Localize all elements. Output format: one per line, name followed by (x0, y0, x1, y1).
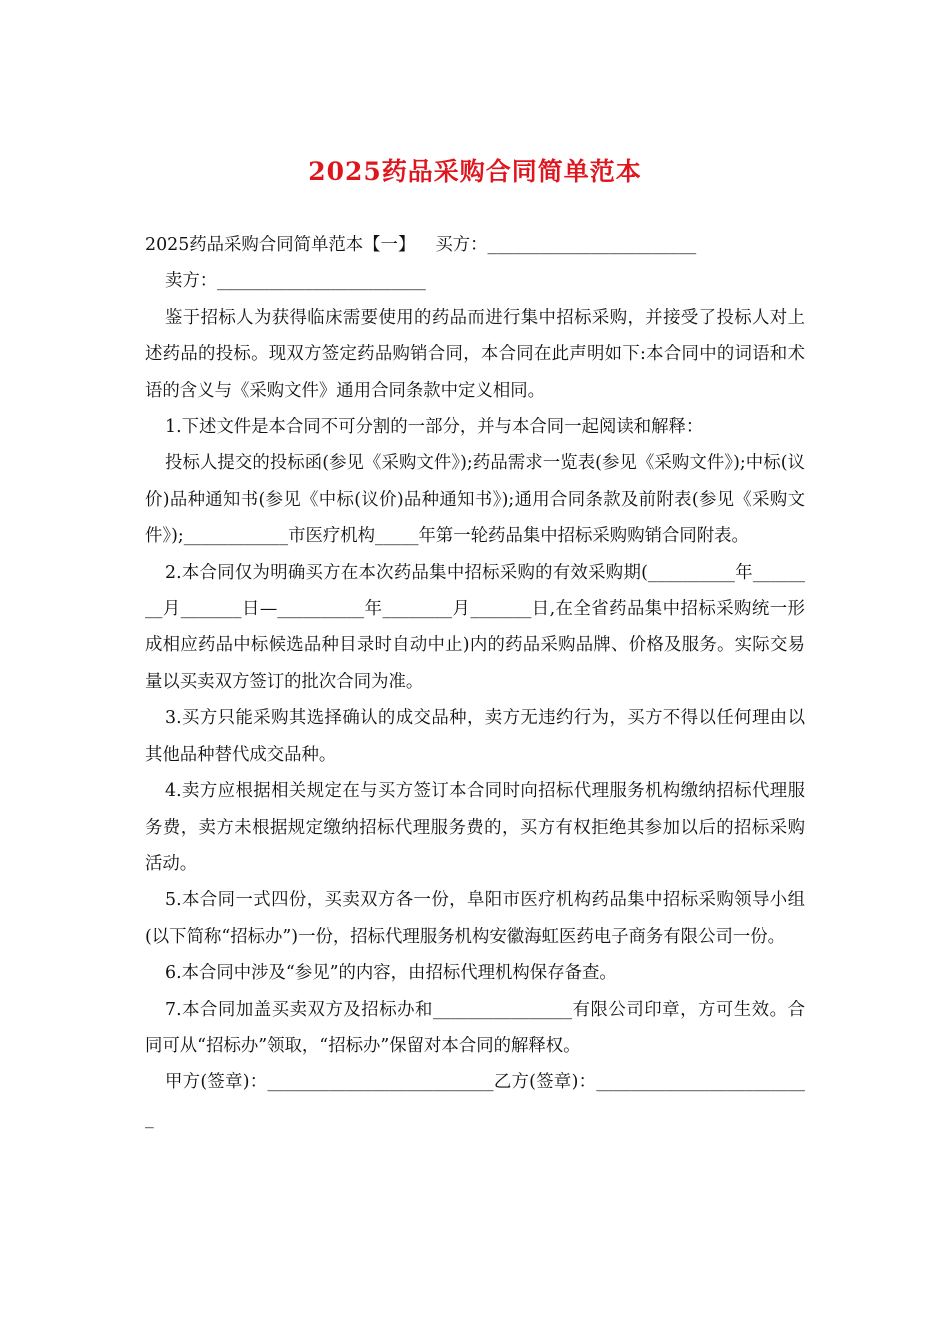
contract-header-line (145, 227, 805, 263)
clause-6: 6.本合同中涉及“参见”的内容，由招标代理机构保存备查。 (165, 963, 617, 984)
clause-1-documents: 投标人提交的投标函(参见《采购文件》);药品需求一览表(参见《采购文件》);中标(议价)品种通知书(参见《中标(议价)品种通知书》);通用合同条款及前附表(参见《采购文件》);____________市医疗机构_____年第一轮药品集中招标采购购销合同附表。 (145, 453, 805, 547)
document-body (145, 227, 805, 1137)
signature-line: 甲方(签章)：__________________________乙方(签章)：_________________________ (145, 1072, 805, 1129)
contract-heading: 2025药品采购合同简单范本【一】 (145, 235, 416, 255)
clause-7: 7.本合同加盖买卖双方及招标办和________________有限公司印章，方可生效。合同可从“招标办”领取，“招标办”保留对本合同的解释权。 (145, 999, 805, 1056)
document-title: 2025药品采购合同简单范本 (308, 157, 642, 186)
paragraph-preamble: 鉴于招标人为获得临床需要使用的药品而进行集中招标采购，并接受了投标人对上述药品的投标。现双方签定药品购销合同，本合同在此声明如下:本合同中的词语和术语的含义与《采购文件》通用合同条款中定义相同。 (145, 307, 805, 401)
clause-4: 4.卖方应根据相关规定在与买方签订本合同时向招标代理服务机构缴纳招标代理服务费，卖方未根据规定缴纳招标代理服务费的，买方有权拒绝其参加以后的招标采购活动。 (145, 781, 805, 874)
clause-1: 1.下述文件是本合同不可分割的一部分，并与本合同一起阅读和解释： (165, 417, 704, 438)
clause-5: 5.本合同一式四份，买卖双方各一份，阜阳市医疗机构药品集中招标采购领导小组(以下简称“招标办”)一份，招标代理服务机构安徽海虹医药电子商务有限公司一份。 (145, 890, 805, 947)
clause-3: 3.买方只能采购其选择确认的成交品种，卖方无违约行为，买方不得以任何理由以其他品种替代成交品种。 (145, 708, 805, 765)
buyer-field: 买方：________________________ (435, 235, 697, 255)
seller-field: 卖方：________________________ (165, 271, 426, 292)
clause-2: 2.本合同仅为明确买方在本次药品集中招标采购的有效采购期(__________年________月_______日—__________年________月_______日,在全省药品集中招标采购统一形成相应药品中标候选品种目录时自动中止)内的药品采购品牌、价格及服务。实际交易量以买卖双方签订的批次合同为准。 (145, 562, 805, 692)
